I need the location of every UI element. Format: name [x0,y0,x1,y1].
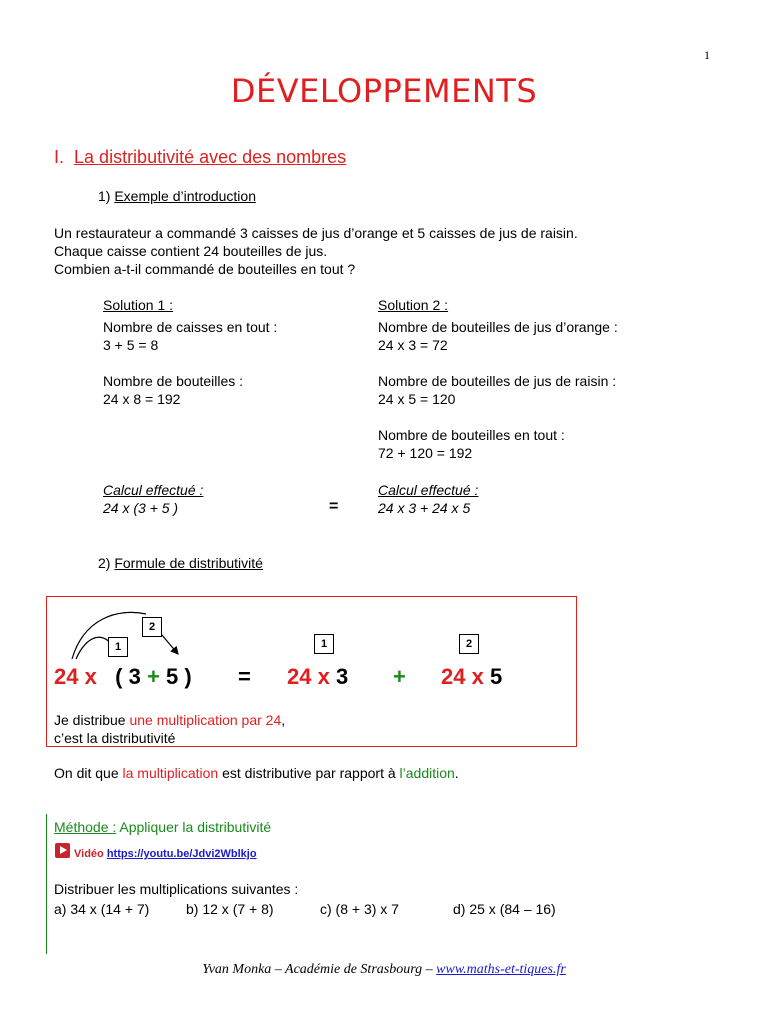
solution-line: Nombre de bouteilles en tout : [378,427,565,443]
formula-term-1 [287,664,348,690]
plus-sign: + [147,664,160,689]
term: 3 [335,664,349,689]
subsection-title: Exemple d’introduction [114,188,256,204]
subsection-title: Formule de distributivité [114,555,263,571]
explain-line: c’est la distributivité [54,730,176,746]
problem-line: Un restaurateur a commandé 3 caisses de jus d’orange et 5 caisses de jus de raisin. [54,225,578,241]
explain-text: , [281,712,286,728]
term: 5 [489,664,503,689]
term: 3 [128,664,141,689]
statement-text: On dit que [54,765,123,781]
problem-line: Combien a-t-il commandé de bouteilles en tout ? [54,261,356,277]
problem-line: Chaque caisse contient 24 bouteilles de jus. [54,243,328,259]
section-title [54,147,346,168]
term: 5 [165,664,179,689]
solution-line: 72 + 120 = 192 [378,445,473,461]
solution-line: Nombre de bouteilles de jus de raisin : [378,373,617,389]
section-title-text: La distributivité avec des nombres [74,147,347,167]
calc-label: Calcul effectué : [103,482,204,498]
method-title-text: Appliquer la distributivité [116,819,272,835]
factor: 24 x [54,664,97,689]
step-box-1: 1 [314,634,334,654]
exercise-item: c) (8 + 3) x 7 [320,901,399,917]
step-box-2: 2 [142,617,162,637]
solution-line: Nombre de bouteilles : [103,373,244,389]
solution-2 [378,296,618,462]
formula-line [54,664,192,690]
subsection-formula [98,555,263,571]
video-link[interactable]: https://youtu.be/Jdvi2Wblkjo [106,848,257,860]
distributivity-statement [54,765,459,781]
video-play-icon[interactable] [55,843,70,858]
statement-red: la multiplication [122,765,219,781]
page-number: 1 [704,48,710,62]
formula-term-2 [441,664,502,690]
step-box-2: 2 [459,634,479,654]
solution-line: 24 x 3 = 72 [378,337,448,353]
statement-text: . [454,765,459,781]
section-number: I. [54,147,65,167]
solution-line: Nombre de bouteilles de jus d’orange : [378,319,618,335]
solution-line: Nombre de caisses en tout : [103,319,278,335]
subsection-number: 1) [98,188,111,204]
exercise-item: a) 34 x (14 + 7) [54,901,150,917]
paren: ) [184,664,192,689]
plus-sign: + [393,664,406,689]
calc-label: Calcul effectué : [378,482,479,498]
page-title: DÉVELOPPEMENTS [230,72,538,110]
method-label: Méthode : [54,819,117,835]
video-line [74,848,257,860]
solution-line: 24 x 5 = 120 [378,391,456,407]
solution-1-calc [103,481,203,517]
subsection-intro [98,188,256,204]
formula-explanation [54,711,285,747]
equals-sign: = [329,498,339,515]
exercise-item: d) 25 x (84 – 16) [453,901,556,917]
solution-line: 3 + 5 = 8 [103,337,159,353]
statement-green: l’addition [399,765,455,781]
solution-1 [103,296,277,408]
solution-line: 24 x 8 = 192 [103,391,181,407]
method-title [54,819,271,835]
calc-expression: 24 x 3 + 24 x 5 [378,500,471,516]
solution-heading: Solution 1 : [103,297,174,313]
method-instruction: Distribuer les multiplications suivantes : [54,881,299,897]
step-box-1: 1 [108,637,128,657]
explain-highlight: une multiplication par 24 [129,712,282,728]
problem-statement [54,224,578,278]
factor: 24 x [287,664,330,689]
footer [0,962,768,978]
video-label: Vidéo [74,848,104,860]
solution-2-calc [378,481,478,517]
exercise-item: b) 12 x (7 + 8) [186,901,274,917]
paren: ( [115,664,123,689]
calc-expression: 24 x (3 + 5 ) [103,500,179,516]
formula-equals: = [238,664,251,689]
footer-link[interactable]: www.maths-et-tiques.fr [436,962,566,977]
statement-text: est distributive par rapport à [218,765,400,781]
factor: 24 x [441,664,484,689]
solution-heading: Solution 2 : [378,297,449,313]
subsection-number: 2) [98,555,111,571]
footer-text: Yvan Monka – Académie de Strasbourg – [202,962,437,977]
method-bar [46,814,47,954]
explain-text: Je distribue [54,712,130,728]
